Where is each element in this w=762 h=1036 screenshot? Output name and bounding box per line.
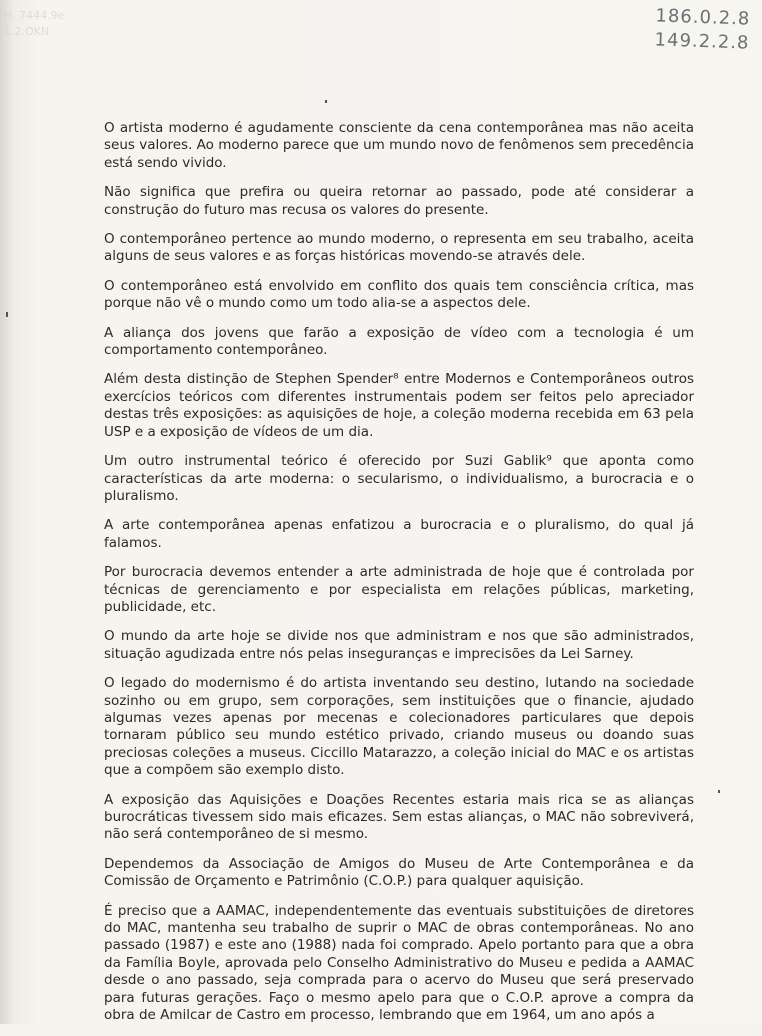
paragraph: O contemporâneo pertence ao mundo moderno, o representa em seu trabalho, aceita alguns de seus valores e as forças históricas movendo-se através dele. (104, 231, 694, 265)
paragraph: Não significa que prefira ou queira retornar ao passado, pode até considerar a construção do futuro mas recusa os valores do presente. (104, 184, 694, 218)
paragraph: É preciso que a AAMAC, independentemente das eventuais substituições de diretores do MAC, mantenha seu trabalho de suprir o MAC de obras contemporâneas. No ano passado (1987) e este ano (1988) nada foi comprado. Apelo portanto para que a obra da Família Boyle, aprovada pelo Conselho Administrativo do Museu e pedida a AAMAC desde o ano passado, seja comprada para o acervo do Museu que será preservado para futuras gerações. Faço o mesmo apelo para que o C.O.P. aprove a compra da obra de Amilcar de Castro em processo, lembrando que em 1964, um ano após a (104, 902, 694, 1024)
speck-mark (325, 100, 327, 103)
paragraph: O contemporâneo está envolvido em conflito dos quais tem consciência crítica, mas porque não vê o mundo como um todo alia-se a aspectos dele. (104, 277, 694, 312)
paragraph: Dependemos da Associação de Amigos do Museu de Arte Contemporânea e da Comissão de Orçamento e Patrimônio (C.O.P.) para qualquer aquisição. (104, 855, 694, 890)
paragraph: Além desta distinção de Stephen Spender⁸ entre Modernos e Contemporâneos outros exercícios teóricos com diferentes instrumentais podem ser feitos pelo apreciador destas três exposições: as aquisições de hoje, a coleção moderna recebida em 63 pela USP e a exposição de vídeos de um dia. (104, 371, 694, 440)
paragraph: O legado do modernismo é do artista inventando seu destino, lutando na sociedade sozinho ou em grupo, sem corporações, sem instituições que o financie, ajudado algumas vezes apenas por mecenas e colecionadores particulares que depois tornaram público seu mundo estético privado, criando museus ou doando suas preciosas coleções a museus. Ciccillo Matarazzo, a coleção inicial do MAC e os artistas que a compõem são exemplo disto. (104, 675, 694, 779)
paragraph: A aliança dos jovens que farão a exposição de vídeo com a tecnologia é um comportamento contemporâneo. (104, 324, 694, 359)
pencil-line-1: 186.0.2.8 (655, 5, 751, 30)
paragraph: O artista moderno é agudamente consciente da cena contemporânea mas não aceita seus valores. Ao moderno parece que um mundo novo de fenômenos sem precedência está sendo vivido. (104, 120, 694, 171)
paragraph: A exposição das Aquisições e Doações Recentes estaria mais rica se as alianças burocráticas tivessem sido mais eficazes. Sem estas alianças, o MAC não sobreviverá, não será contemporâneo de si mesmo. (104, 791, 694, 843)
faint-stamp-annotation (4, 8, 64, 40)
paragraph: A arte contemporânea apenas enfatizou a burocracia e o pluralismo, do qual já falamos. (104, 517, 694, 551)
paragraph: O mundo da arte hoje se divide nos que administram e nos que são administrados, situação agudizada entre nós pelas inseguranças e imprecisões da Lei Sarney. (104, 628, 694, 662)
paragraph: Um outro instrumental teórico é oferecido por Suzi Gablik⁹ que aponta como características da arte moderna: o secularismo, o individualismo, a burocracia e o pluralismo. (104, 453, 694, 504)
faint-line-2: 1.2.OKN (4, 25, 50, 38)
speck-mark (6, 312, 8, 317)
pencil-annotation (654, 4, 751, 55)
body-text (104, 120, 694, 1036)
pencil-line-2: 149.2.2.8 (654, 29, 750, 54)
paragraph: Por burocracia devemos entender a arte administrada de hoje que é controlada por técnicas de gerenciamento e por especialista em relações públicas, marketing, publicidade, etc. (104, 564, 694, 615)
speck-mark (718, 790, 720, 793)
faint-line-1: H. 7444.9e (4, 9, 65, 22)
